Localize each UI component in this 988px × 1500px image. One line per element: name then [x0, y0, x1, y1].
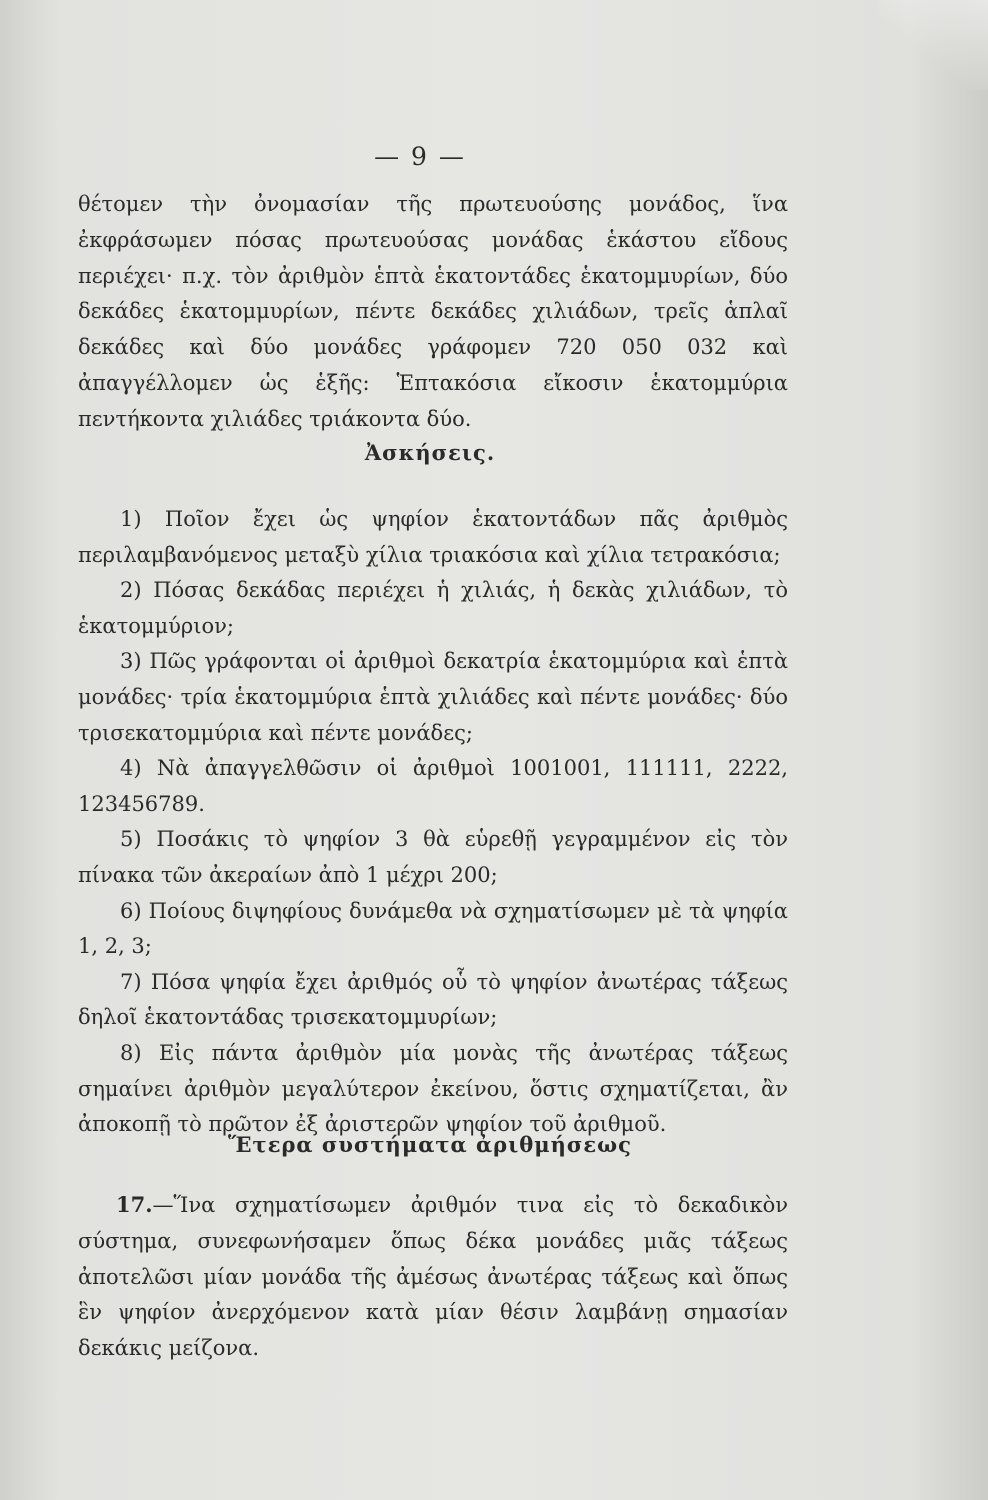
page-corner-crease — [878, 0, 988, 90]
exercise-text: Νὰ ἀπαγγελθῶσιν οἱ ἀριθμοὶ 1001001, 111111, 2222, 123456789. — [78, 756, 788, 816]
exercise-number: 1) — [120, 507, 142, 531]
exercise-text: Εἰς πάντα ἀριθμὸν μία μονὰς τῆς ἀνωτέρας τάξεως σημαίνει ἀριθμὸν μεγαλύτερον ἐκείνου, ὅστις σχηματίζεται, ἂν ἀποκοπῇ τὸ πρῶτον ἐξ ἀριστερῶν ψηφίον τοῦ ἀριθμοῦ. — [78, 1040, 788, 1137]
intro-paragraph: θέτομεν τὴν ὀνομασίαν τῆς πρωτευούσης μονάδος, ἵνα ἐκφράσωμεν πόσας πρωτευούσας μονάδας ἑκάστου εἴδους περιέχει· π.χ. τὸν ἀριθμὸν ἑπτὰ ἑκατοντάδες ἑκατομμυρίων, δύο δεκάδες ἑκατομμυρίων, πέντε δεκάδες χιλιάδων, τρεῖς ἁπλαῖ δεκάδες καὶ δύο μονάδες γράφομεν 720 050 032 καὶ ἀπαγγέλλομεν ὡς ἑξῆς: Ἑπτακόσια εἴκοσιν ἑκατομμύρια πεντήκοντα χιλιάδες τριάκοντα δύο. — [78, 192, 788, 431]
exercise-item — [78, 644, 788, 751]
exercise-item — [78, 502, 788, 573]
exercise-text: Ποσάκις τὸ ψηφίον 3 θὰ εὑρεθῇ γεγραμμένον εἰς τὸν πίνακα τῶν ἀκεραίων ἀπὸ 1 μέχρι 200; — [78, 827, 788, 887]
exercise-item — [78, 1036, 788, 1143]
section-17-paragraph — [78, 1187, 788, 1367]
section-number: 17. — [116, 1192, 153, 1217]
exercise-item — [78, 965, 788, 1036]
exercise-text: Πόσας δεκάδας περιέχει ἡ χιλιάς, ἡ δεκὰς χιλιάδων, τὸ ἑκατομμύριον; — [78, 578, 788, 638]
exercises-list — [78, 502, 788, 1143]
exercise-number: 2) — [120, 578, 142, 603]
exercise-text: Ποῖον ἔχει ὡς ψηφίον ἑκατοντάδων πᾶς ἀριθμὸς περιλαμβανόμενος μεταξὺ χίλια τριακόσια καὶ χίλια τετρακόσια; — [78, 507, 788, 567]
section-text: —Ἵνα σχηματίσωμεν ἀριθμόν τινα εἰς τὸ δεκαδικὸν σύστημα, συνεφωνήσαμεν ὅπως δέκα μονάδες μιᾶς τάξεως ἀποτελῶσι μίαν μονάδα τῆς ἀμέσως ἀνωτέρας τάξεως καὶ ὅπως ἓν ψηφίον ἀνερχόμενον κατὰ μίαν θέσιν λαμβάνῃ σημασίαν δεκάκις μείζονα. — [78, 1193, 788, 1361]
exercise-number: 3) — [120, 649, 142, 674]
exercise-text: Πόσα ψηφία ἔχει ἀριθμός οὗ τὸ ψηφίον ἀνωτέρας τάξεως δηλοῖ ἑκατοντάδας τρισεκατομμυρίων; — [78, 969, 788, 1030]
exercise-text: Ποίους διψηφίους δυνάμεθα νὰ σχηματίσωμεν μὲ τὰ ψηφία 1, 2, 3; — [78, 898, 788, 959]
exercise-text: Πῶς γράφονται οἱ ἀριθμοὶ δεκατρία ἑκατομμύρια καὶ ἑπτὰ μονάδες· τρία ἑκατομμύρια ἑπτὰ χιλιάδες καὶ πέντε μονάδες· δύο τρισεκατομμύρια καὶ πέντε μονάδες; — [78, 649, 788, 745]
exercise-number: 5) — [120, 827, 142, 852]
exercise-item — [78, 822, 788, 893]
exercise-item — [78, 894, 788, 965]
systems-heading: Ἕτερα συστήματα ἀριθμήσεως — [228, 1132, 632, 1157]
exercise-number: 7) — [120, 969, 142, 994]
page-number: — 9 — — [374, 142, 466, 171]
exercises-heading: Ἀσκήσεις. — [364, 440, 496, 465]
exercise-number: 6) — [120, 898, 142, 923]
exercise-number: 4) — [120, 756, 142, 781]
exercise-item — [78, 573, 788, 644]
exercise-item — [78, 751, 788, 822]
exercise-number: 8) — [120, 1040, 142, 1065]
